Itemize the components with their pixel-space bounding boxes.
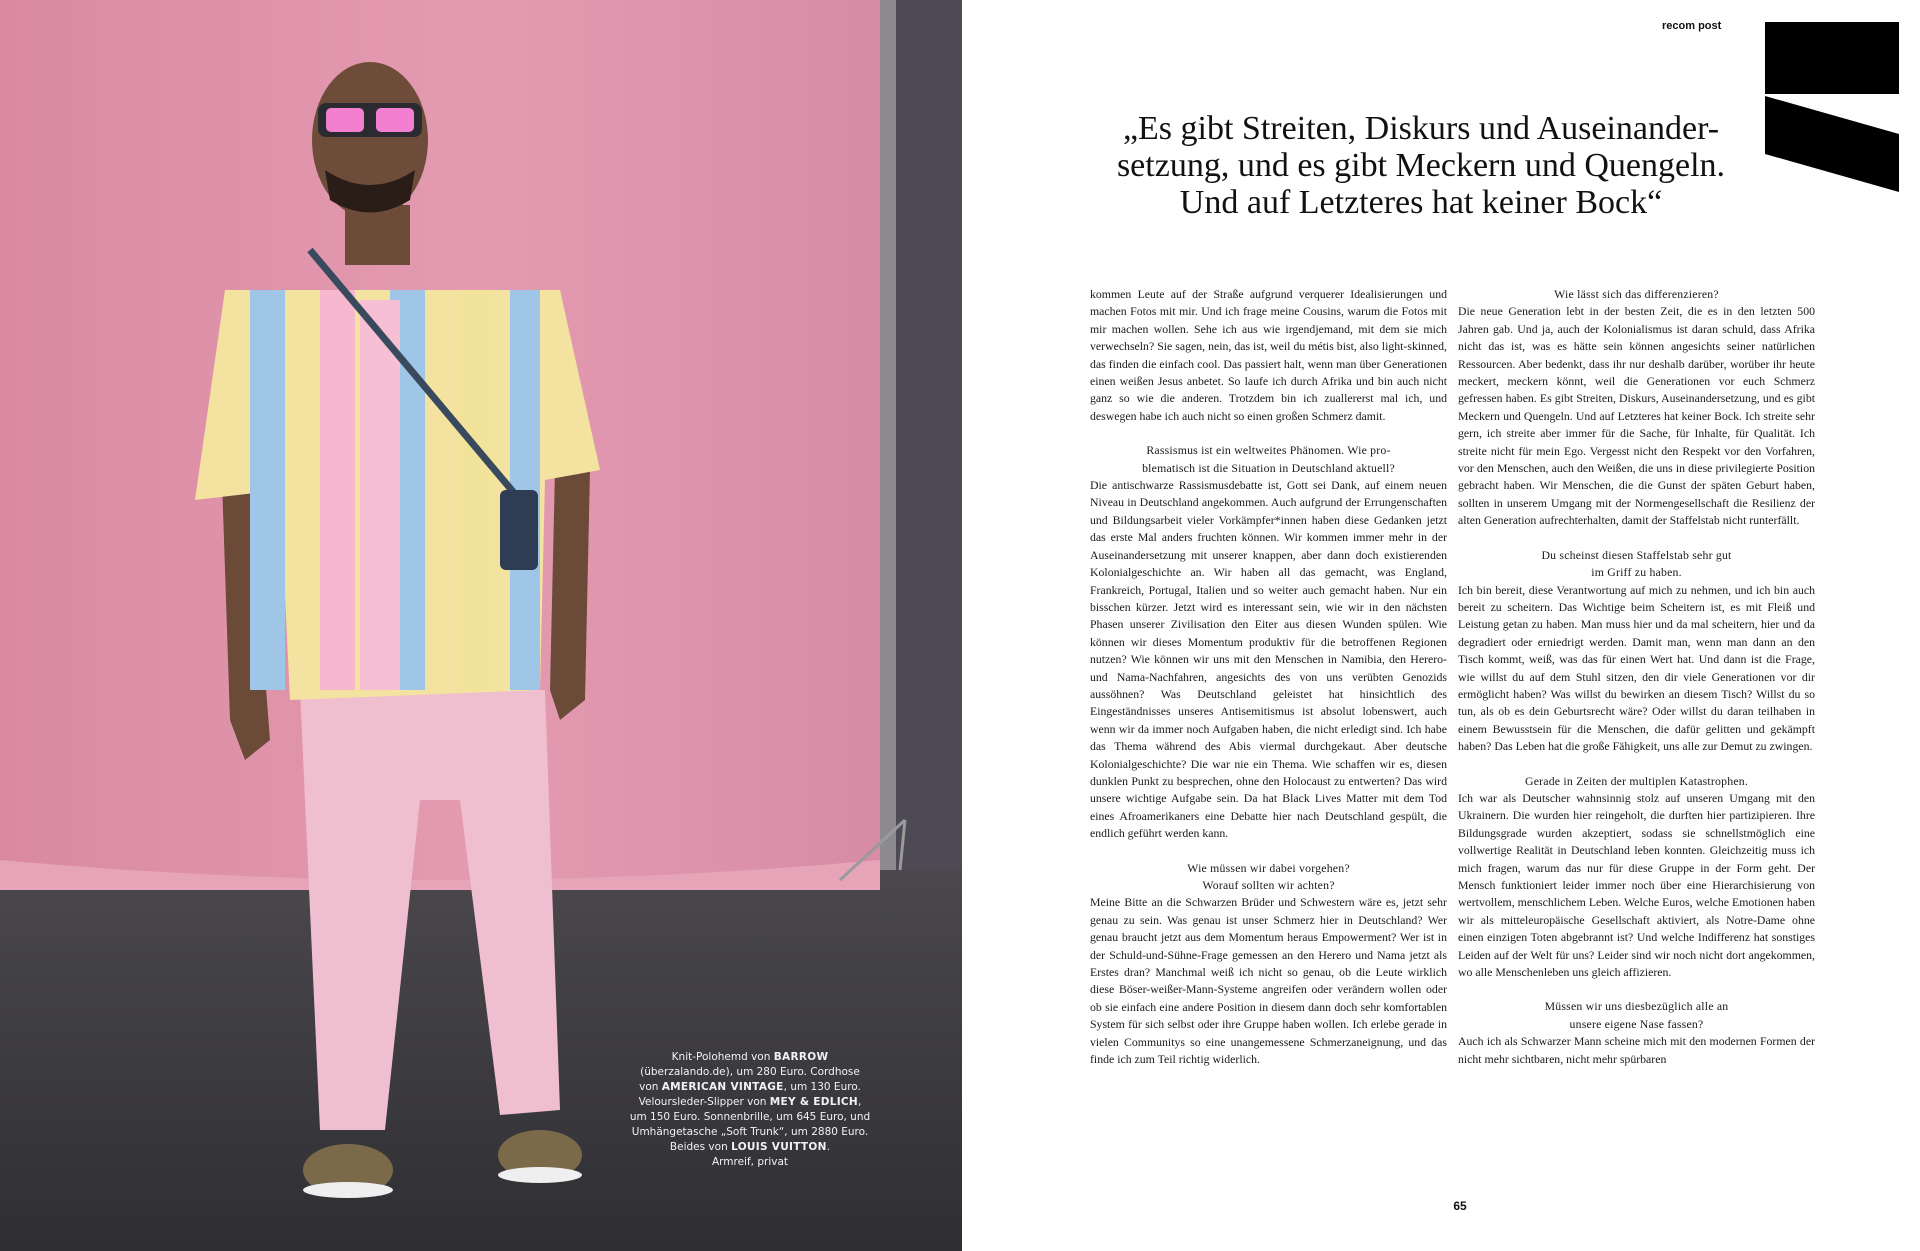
caption-text: Umhängetasche „Soft Trunk“, um 2880 Euro. xyxy=(631,1126,869,1138)
caption-text: Knit-Polohemd von xyxy=(671,1051,774,1063)
interview-question: Gerade in Zeiten der multiplen Katastrophen. xyxy=(1524,773,1749,788)
article-page xyxy=(962,0,1920,1251)
paragraph: kommen Leute auf der Straße aufgrund verquerer Idealisierungen und machen Fotos mit mir. Und ich frage meine Cousins, warum die Fotos mit mir machen wollen. Sehe ich aus wie irgendjemand, mit dem sie mich verwechseln? Sie sagen, nein, das ist, weil du métis bist, also light-skinned, das finden die einfach cool. Das passiert halt, wenn man über Generationen einen weißen Jesus anbetet. So laufe ich durch Afrika und bin auch nicht ganz so wie die anderen. Trotzdem bin ich zuallererst mal ich, und deswegen habe ich auch nicht so einen großen Schmerz damit. xyxy=(1090,287,1447,423)
pull-quote-line: „Es gibt Streiten, Diskurs und Auseinander- xyxy=(1122,110,1720,147)
caption-text: , xyxy=(858,1096,862,1108)
paragraph: Meine Bitte an die Schwarzen Brüder und Schwestern wäre es, jetzt sehr genau zu sein. Was genau ist unser Schmerz hier in Deutschland? Wer genau braucht jetzt aus dem Momentum heraus Empowerment? Wer ist in der Schuld-und-Sühne-Frage gemessen an den Herero und Nama jetzt als Erstes dran? Manchmal weiß ich nicht so genau, ob die Leute wirklich diese Böser-weißer-Mann-Systeme angreifen oder verändern wollen oder ob sie einfach eine andere Position in diesem dann doch sehr komfortablen System für sich selbst oder ihre Gruppe haben wollen. Ich erlebe gerade in vielen Communitys so eine unangemessene Schmerzaneignung, und das finde ich zum Teil richtig widerlich. xyxy=(1090,895,1447,1067)
interview-question: Wie lässt sich das differenzieren? xyxy=(1554,287,1719,301)
right-arm xyxy=(550,470,590,720)
caption-brand: AMERICAN VINTAGE xyxy=(661,1081,784,1093)
pull-quote-line: Und auf Letzteres hat keiner Bock“ xyxy=(1179,184,1663,221)
caption-brand: MEY & EDLICH xyxy=(769,1096,859,1108)
interview-question: Worauf sollten wir achten? xyxy=(1202,878,1335,892)
article-column-left xyxy=(1090,286,1447,1068)
caption-brand: LOUIS VUITTON xyxy=(731,1141,827,1153)
pull-quote-line: setzung, und es gibt Meckern und Quengeln. xyxy=(1116,147,1726,184)
interview-question: Du scheinst diesen Staffelstab sehr gut xyxy=(1541,547,1732,562)
interview-question: im Griff zu haben. xyxy=(1591,565,1682,580)
paragraph: Die neue Generation lebt in der besten Zeit, die es in den letzten 500 Jahren gab. Und ja, auch der Kolonialismus ist daran schuld, dass Afrika nicht das ist, was es hätte sein können angesichts seiner natürlichen Ressourcen. Aber bedenkt, dass ihr nur deshalb darüber, worüber ihr heute meckert, meckern könnt, weil die Generationen vor euch Schmerz gefressen haben. Es gibt Streiten, Diskurs, Auseinandersetzung, und es gibt Meckern und Quengeln. Und auf Letzteres hat keiner Bock. Ich streite sehr gern, ich streite aber immer für die Sache, für Inhalte, für Qualität. Ich streite nicht für mein Ego. Vergesst nicht den Respekt vor den Vorfahren, vor den Menschen, auch den Weißen, die uns in diese privilegierte Position gebracht haben. Wir Menschen, die die Gunst der späten Geburt haben, sollten in unserem Umgang mit der Normengesellschaft die Resilienz der alten Generation aufrechterhalten, damit der Staffelstab nicht runterfällt. xyxy=(1458,304,1815,528)
paragraph: Ich bin bereit, diese Verantwortung auf mich zu nehmen, und ich bin auch bereit zu scheitern. Das Wichtige beim Scheitern ist, es mit Fleiß und Leistung getan zu haben. Man muss hier und da mal scheitern, hier und da degradiert oder erniedrigt werden. Damit man, wenn man dann an den Tisch kommt, weiß, was das für einen Wert hat. Und dann ist die Frage, wie willst du auf dem Stuhl sitzen, den dir viele Generationen vor dir ermöglicht haben? Was willst du bewirken an diesem Tisch? Willst du so tun, als ob es dein Geburtsrecht wäre? Oder willst du daran teilhaben in einem Bewusstsein für die Menschen, die dafür gelitten und gekämpft haben? Das Leben hat die große Fähigkeit, uns alle zur Demut zu zwingen. xyxy=(1458,582,1815,754)
caption-text: (überzalando.de), um 280 Euro. Cordhose xyxy=(640,1066,860,1078)
photo-caption xyxy=(620,1050,880,1170)
pull-quote xyxy=(1112,110,1730,221)
paragraph: Ich war als Deutscher wahnsinnig stolz auf unseren Umgang mit den Ukrainern. Die wurden hier reingeholt, die durften hier partizipieren. Ihre Bildungsgrade wurden akzeptiert, sodass sie schnellstmöglich eine vollwertige Realität in Deutschland leben konnten. Gleichzeitig muss ich mich fragen, warum das nur für diese Gruppe in der Form geht. Der Mensch funktioniert leider immer noch über eine Hierarchisierung von wertvollem, menschlichem Leben. Welche Euros, welche Emotionen haben wir als mitteleuropäische Gesellschaft aktiviert, als Notre-Dame ohne einen einzigen Toten abgebrannt ist? Und welche Indifferenz hat sonstiges Leiden auf der Welt für uns? Leider sind wir noch nicht dort angekommen, wo alle Menschenleben uns gleich affizieren. xyxy=(1458,790,1815,980)
caption-text: Armreif, privat xyxy=(711,1156,789,1168)
magazine-logo-icon xyxy=(1765,22,1899,192)
section-label: recom post xyxy=(1662,20,1722,32)
caption-text: , um 130 Euro. xyxy=(783,1081,861,1093)
caption-text: von xyxy=(639,1081,662,1093)
interview-question: Müssen wir uns diesbezüglich alle an xyxy=(1544,999,1729,1014)
caption-text: Beides von xyxy=(669,1141,732,1153)
paragraph: Die antischwarze Rassismusdebatte ist, Gott sei Dank, auf einem neuen Niveau in Deutschland angekommen. Auch aufgrund der Errungenschaften und Bildungsarbeit vieler Vorkämpfer*innen haben diese Gedanken jetzt das erste Mal anders fruchten können. Wir kommen immer mehr in der Auseinandersetzung mit unserer knappen, aber dann doch existierenden Kolonialgeschichte an. Wir haben all das gemacht, was England, Frankreich, Portugal, Italien und so weiter auch gemacht haben. Nur ein bisschen kürzer. Jetzt wird es interessant sein, wie wir in den nächsten Phasen unserer Zivilisation den Eiter aus diesen Wunden spülen. Wie können wir dieses Momentum produktiv für die betroffenen Regionen nutzen? Wie können wir uns mit den Menschen in Namibia, den Herero- und Nama-Nachfahren, angesichts des von uns verübten Genozids aussöhnen? Was Deutschland geleistet hat hinsichtlich des Eingeständnisses unseres Antisemitismus ist absolut lobenswert, auch wenn wir da immer noch Aufgaben haben, die nicht erledigt sind. Ich habe das Thema während des Abis viermal durchgekaut. Aber deutsche Kolonialgeschichte? Die war nie ein Thema. Wie schaffen wir es, diesen dunklen Punkt zu besprechen, ohne den Holocaust zu entwerten? Das wird unsere wichtige Aufgabe sein. Da hat Black Lives Matter mit dem Tod eines Afroamerikaners eine Debatte hier nach Deutschland gespült, die endlich geführt werden kann. xyxy=(1090,478,1447,841)
interview-question: Wie müssen wir dabei vorgehen? xyxy=(1187,860,1350,875)
interview-question: blematisch ist die Situation in Deutschland aktuell? xyxy=(1142,460,1395,475)
caption-brand: BARROW xyxy=(773,1051,829,1063)
caption-text: Veloursleder-Slipper von xyxy=(638,1096,770,1108)
interview-question: Rassismus ist ein weltweites Phänomen. Wie pro- xyxy=(1146,443,1391,458)
page-number: 65 xyxy=(1453,1199,1467,1213)
interview-question: unsere eigene Nase fassen? xyxy=(1569,1016,1704,1031)
caption-text: . xyxy=(826,1141,831,1153)
article-column-right xyxy=(1458,286,1815,1068)
paragraph: Auch ich als Schwarzer Mann scheine mich mit den modernen Formen der nicht mehr sichtbaren, nicht mehr spürbaren xyxy=(1458,1034,1815,1066)
caption-text: um 150 Euro. Sonnenbrille, um 645 Euro, und xyxy=(629,1111,871,1123)
shoulder-bag xyxy=(500,490,538,570)
